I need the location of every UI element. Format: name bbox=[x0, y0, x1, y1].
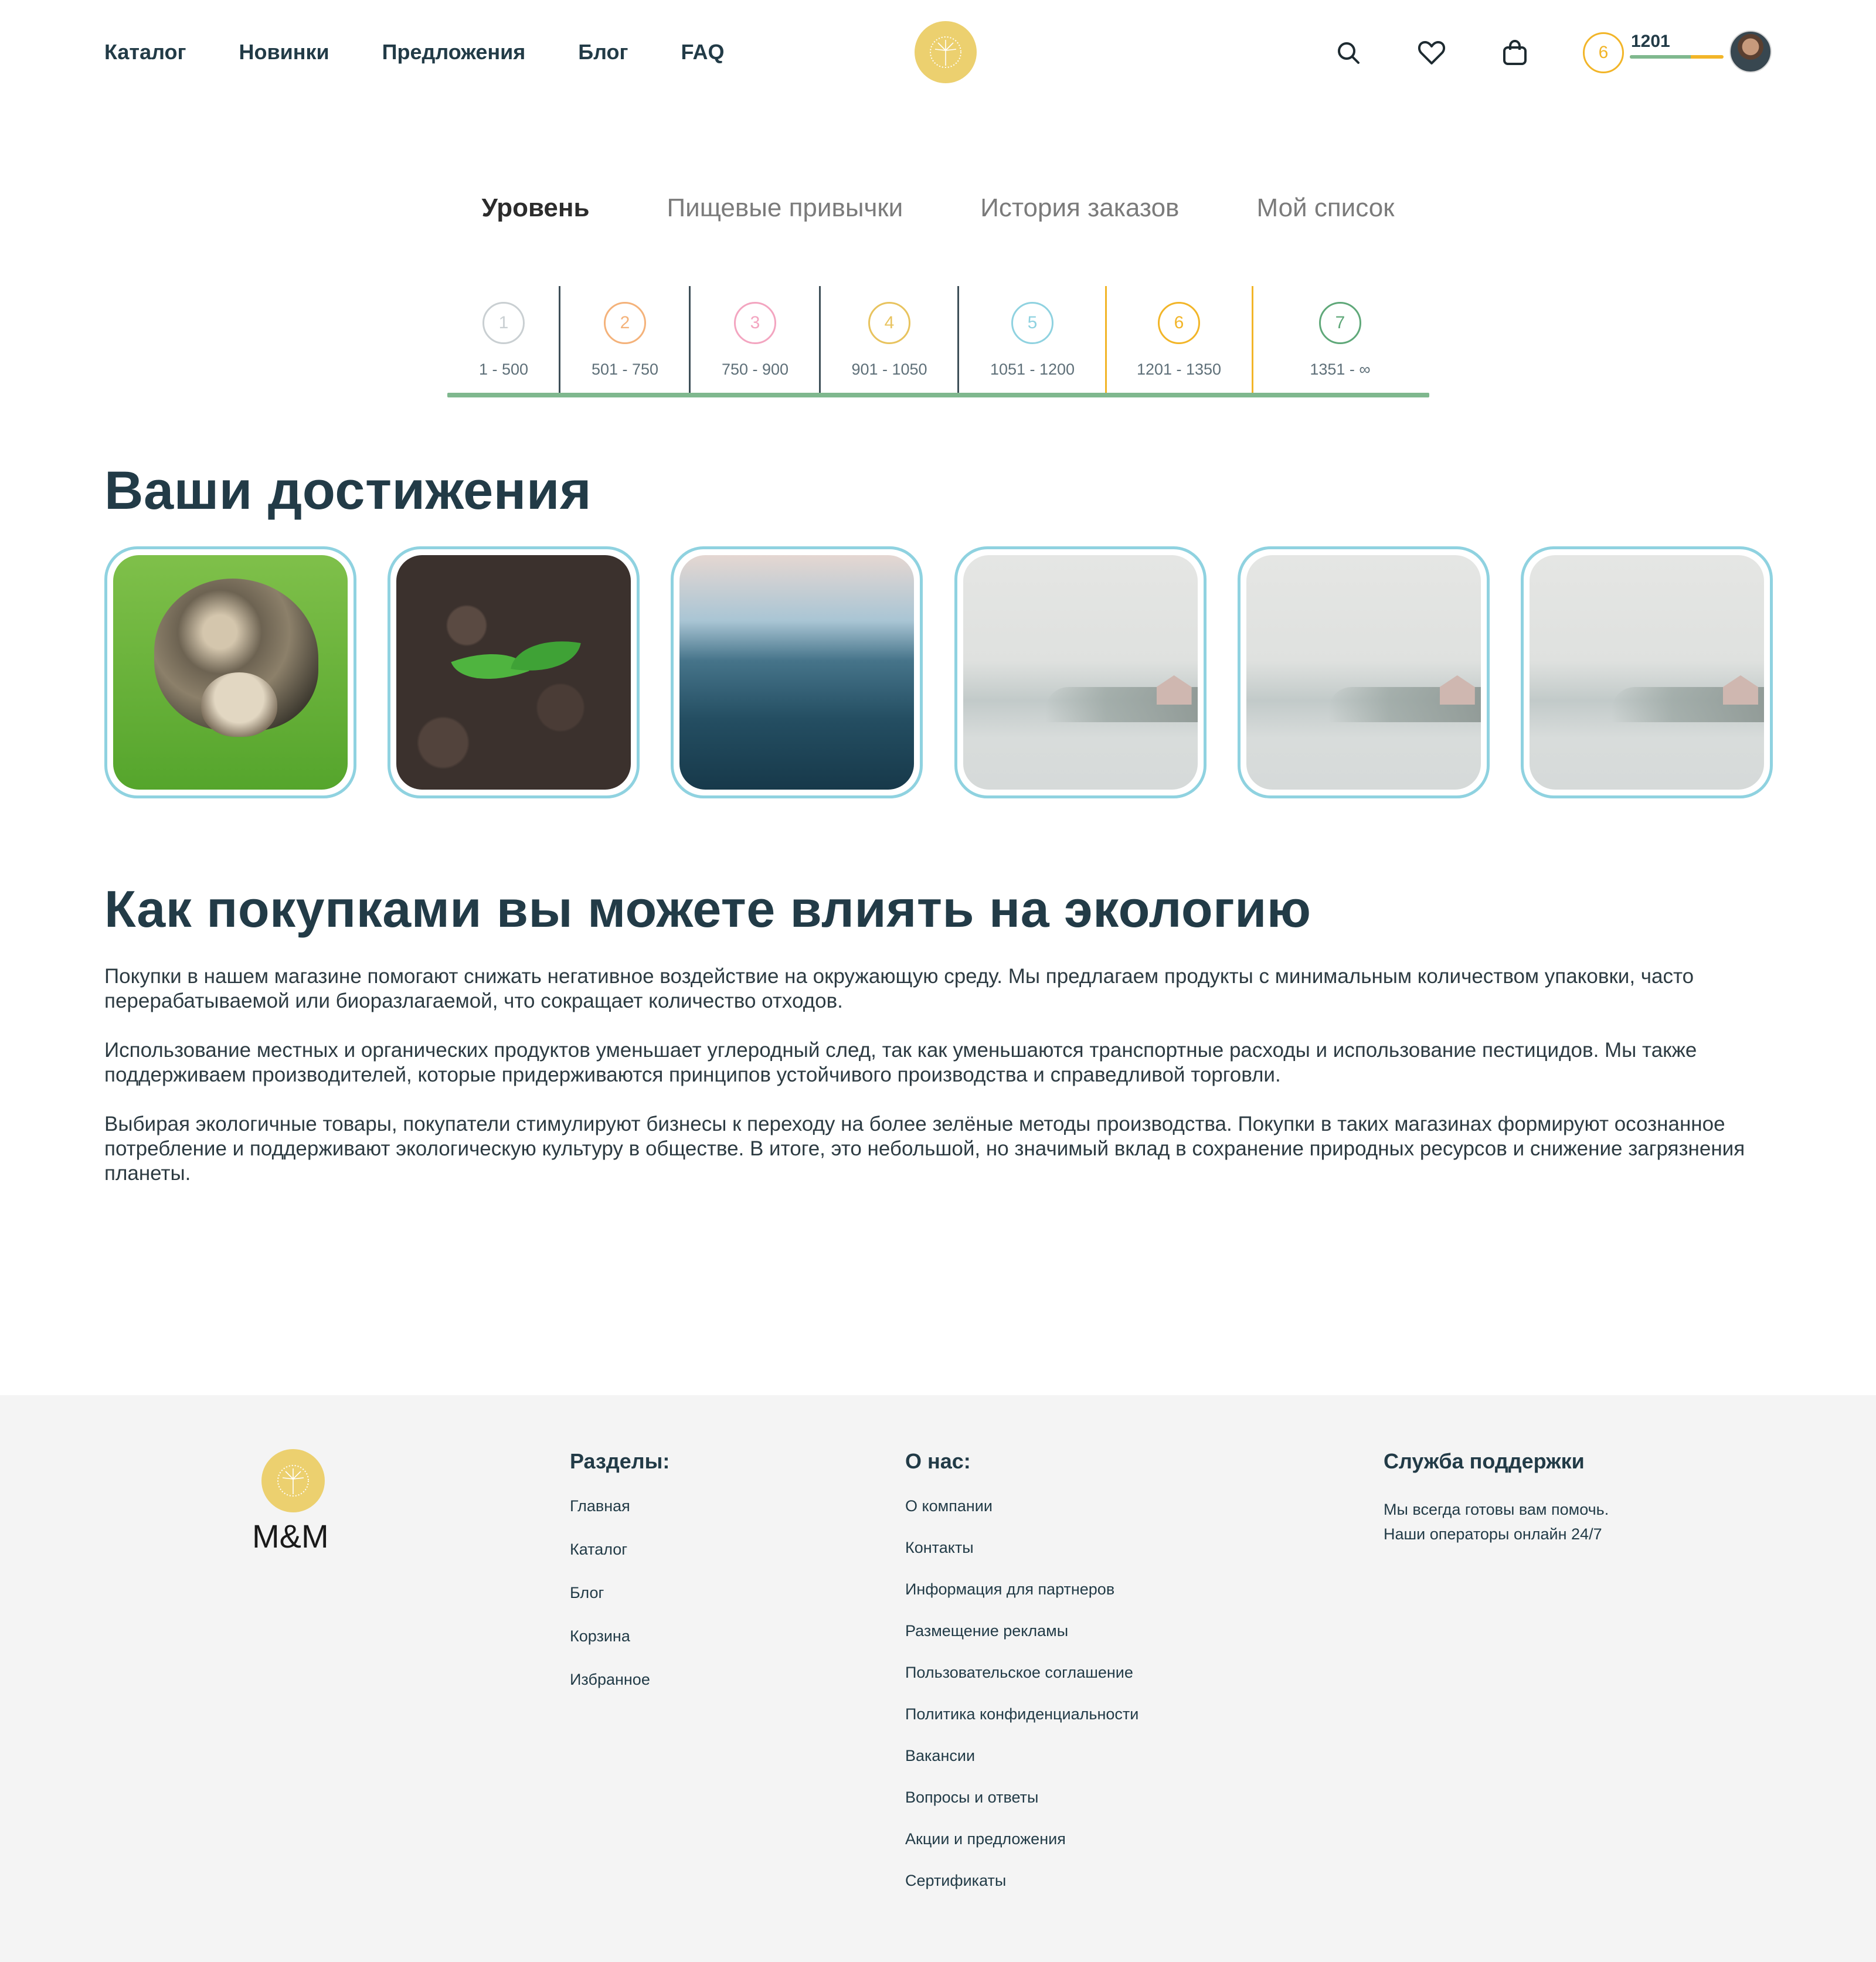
eco-title: Как покупками вы можете влиять на экологию bbox=[104, 880, 1311, 938]
achievement-fog-3[interactable] bbox=[1521, 546, 1773, 798]
eco-paragraph-1: Покупки в нашем магазине помогают снижать негативное воздействие на окружающую среду. Мы предлагаем продукты с минимальным количеством упаковки, часто перерабатываемой или биоразлагаемой, что сокращает количество отходов. bbox=[104, 965, 1694, 1012]
achievements-title: Ваши достижения bbox=[104, 461, 592, 521]
dandelion-icon bbox=[274, 1461, 312, 1500]
tab-my-list[interactable]: Мой список bbox=[1256, 193, 1395, 222]
support-line-2: Наши операторы онлайн 24/7 bbox=[1384, 1525, 1602, 1543]
footer-link-promotions[interactable]: Акции и предложения bbox=[905, 1830, 1066, 1848]
level-range: 901 - 1050 bbox=[851, 361, 927, 378]
fog-image bbox=[1246, 555, 1481, 790]
dandelion-icon bbox=[926, 33, 965, 72]
nav-faq[interactable]: FAQ bbox=[681, 40, 725, 64]
footer-link-partners[interactable]: Информация для партнеров bbox=[905, 1580, 1115, 1598]
achievement-fog-1[interactable] bbox=[954, 546, 1207, 798]
achievement-water[interactable] bbox=[671, 546, 923, 798]
level-number: 4 bbox=[868, 302, 910, 344]
footer-link-certificates[interactable]: Сертификаты bbox=[905, 1872, 1007, 1889]
footer-link-agreement[interactable]: Пользовательское соглашение bbox=[905, 1664, 1133, 1681]
footer-sections-title: Разделы: bbox=[570, 1449, 670, 1473]
fog-image bbox=[1530, 555, 1764, 790]
eco-paragraph-3: Выбирая экологичные товары, покупатели стимулируют бизнесы к переходу на более зелёные методы производства. Покупки в таких магазинах формируют осознанное потребление и поддерживают экологическую культуру в обществе. В итоге, это небольшой, но значимый вклад в сохранение природных ресурсов и снижение загрязнения планеты. bbox=[104, 1113, 1745, 1185]
level-divider bbox=[957, 286, 959, 393]
level-range: 1051 - 1200 bbox=[990, 361, 1075, 378]
footer bbox=[0, 1395, 1876, 1962]
footer-logo[interactable] bbox=[261, 1449, 325, 1512]
level-range: 1351 - ∞ bbox=[1310, 361, 1371, 378]
level-range: 501 - 750 bbox=[591, 361, 659, 378]
level-item-4[interactable] bbox=[831, 286, 948, 393]
user-level-badge[interactable]: 6 bbox=[1583, 32, 1624, 73]
points-progress-fill bbox=[1630, 55, 1691, 59]
achievement-hedgehog[interactable] bbox=[104, 546, 356, 798]
footer-link-home[interactable]: Главная bbox=[570, 1497, 630, 1515]
footer-link-faq[interactable]: Вопросы и ответы bbox=[905, 1788, 1039, 1806]
header bbox=[0, 0, 1876, 106]
footer-brand: M&M bbox=[252, 1518, 329, 1555]
heart-icon[interactable] bbox=[1416, 38, 1447, 68]
points-progress-bar bbox=[1630, 55, 1724, 59]
level-item-7[interactable] bbox=[1282, 286, 1399, 393]
level-divider bbox=[1252, 286, 1253, 393]
footer-link-company[interactable]: О компании bbox=[905, 1497, 993, 1515]
tab-food-habits[interactable]: Пищевые привычки bbox=[667, 193, 903, 222]
achievement-sprout[interactable] bbox=[388, 546, 640, 798]
cart-icon[interactable] bbox=[1500, 38, 1530, 68]
level-scale-line bbox=[447, 393, 1429, 397]
footer-link-cart[interactable]: Корзина bbox=[570, 1627, 630, 1645]
level-scale bbox=[447, 286, 1429, 397]
level-item-5[interactable] bbox=[974, 286, 1091, 393]
user-points: 1201 bbox=[1631, 32, 1670, 51]
level-number: 7 bbox=[1319, 302, 1361, 344]
main-nav bbox=[104, 40, 777, 64]
footer-support-title: Служба поддержки bbox=[1384, 1449, 1585, 1473]
level-item-6[interactable] bbox=[1120, 286, 1238, 393]
footer-sections bbox=[570, 1449, 669, 1714]
footer-link-favorites[interactable]: Избранное bbox=[570, 1671, 650, 1688]
level-number: 5 bbox=[1011, 302, 1053, 344]
footer-about bbox=[905, 1449, 1138, 1913]
level-range: 750 - 900 bbox=[721, 361, 789, 378]
level-item-2[interactable] bbox=[566, 286, 684, 393]
achievements-list bbox=[104, 546, 1773, 798]
eco-paragraph-2: Использование местных и органических продуктов уменьшает углеродный след, так как уменьшаются транспортные расходы и использование пестицидов. Мы также поддерживаем производителей, которые придерживаются принципов устойчивого производства и справедливой торговли. bbox=[104, 1039, 1697, 1086]
level-number: 3 bbox=[734, 302, 776, 344]
footer-link-ads[interactable]: Размещение рекламы bbox=[905, 1622, 1069, 1640]
level-item-1[interactable] bbox=[445, 286, 562, 393]
level-number: 6 bbox=[1158, 302, 1200, 344]
footer-about-title: О нас: bbox=[905, 1449, 971, 1473]
sprout-image bbox=[396, 555, 631, 790]
hedgehog-image bbox=[113, 555, 348, 790]
level-range: 1 - 500 bbox=[478, 361, 529, 378]
footer-link-catalog[interactable]: Каталог bbox=[570, 1541, 628, 1558]
achievement-fog-2[interactable] bbox=[1238, 546, 1490, 798]
fog-image bbox=[963, 555, 1198, 790]
level-item-3[interactable] bbox=[696, 286, 814, 393]
avatar[interactable] bbox=[1729, 30, 1772, 73]
nav-blog[interactable]: Блог bbox=[578, 40, 628, 64]
level-number: 2 bbox=[604, 302, 646, 344]
footer-link-blog[interactable]: Блог bbox=[570, 1584, 604, 1601]
footer-support bbox=[1384, 1449, 1609, 1546]
level-range: 1201 - 1350 bbox=[1136, 361, 1222, 378]
water-image bbox=[679, 555, 914, 790]
level-number: 1 bbox=[482, 302, 525, 344]
level-divider bbox=[1105, 286, 1107, 393]
level-divider bbox=[689, 286, 691, 393]
logo[interactable] bbox=[915, 21, 977, 83]
search-icon[interactable] bbox=[1333, 38, 1364, 68]
footer-link-privacy[interactable]: Политика конфиденциальности bbox=[905, 1705, 1139, 1723]
support-line-1: Мы всегда готовы вам помочь. bbox=[1384, 1501, 1609, 1518]
tab-level[interactable]: Уровень bbox=[481, 193, 590, 222]
footer-link-jobs[interactable]: Вакансии bbox=[905, 1747, 976, 1764]
nav-new[interactable]: Новинки bbox=[239, 40, 329, 64]
nav-catalog[interactable]: Каталог bbox=[104, 40, 186, 64]
profile-tabs bbox=[0, 193, 1876, 223]
nav-offers[interactable]: Предложения bbox=[382, 40, 526, 64]
eco-text bbox=[104, 964, 1781, 1210]
level-divider bbox=[819, 286, 821, 393]
tab-order-history[interactable]: История заказов bbox=[980, 193, 1180, 222]
footer-link-contacts[interactable]: Контакты bbox=[905, 1539, 974, 1556]
